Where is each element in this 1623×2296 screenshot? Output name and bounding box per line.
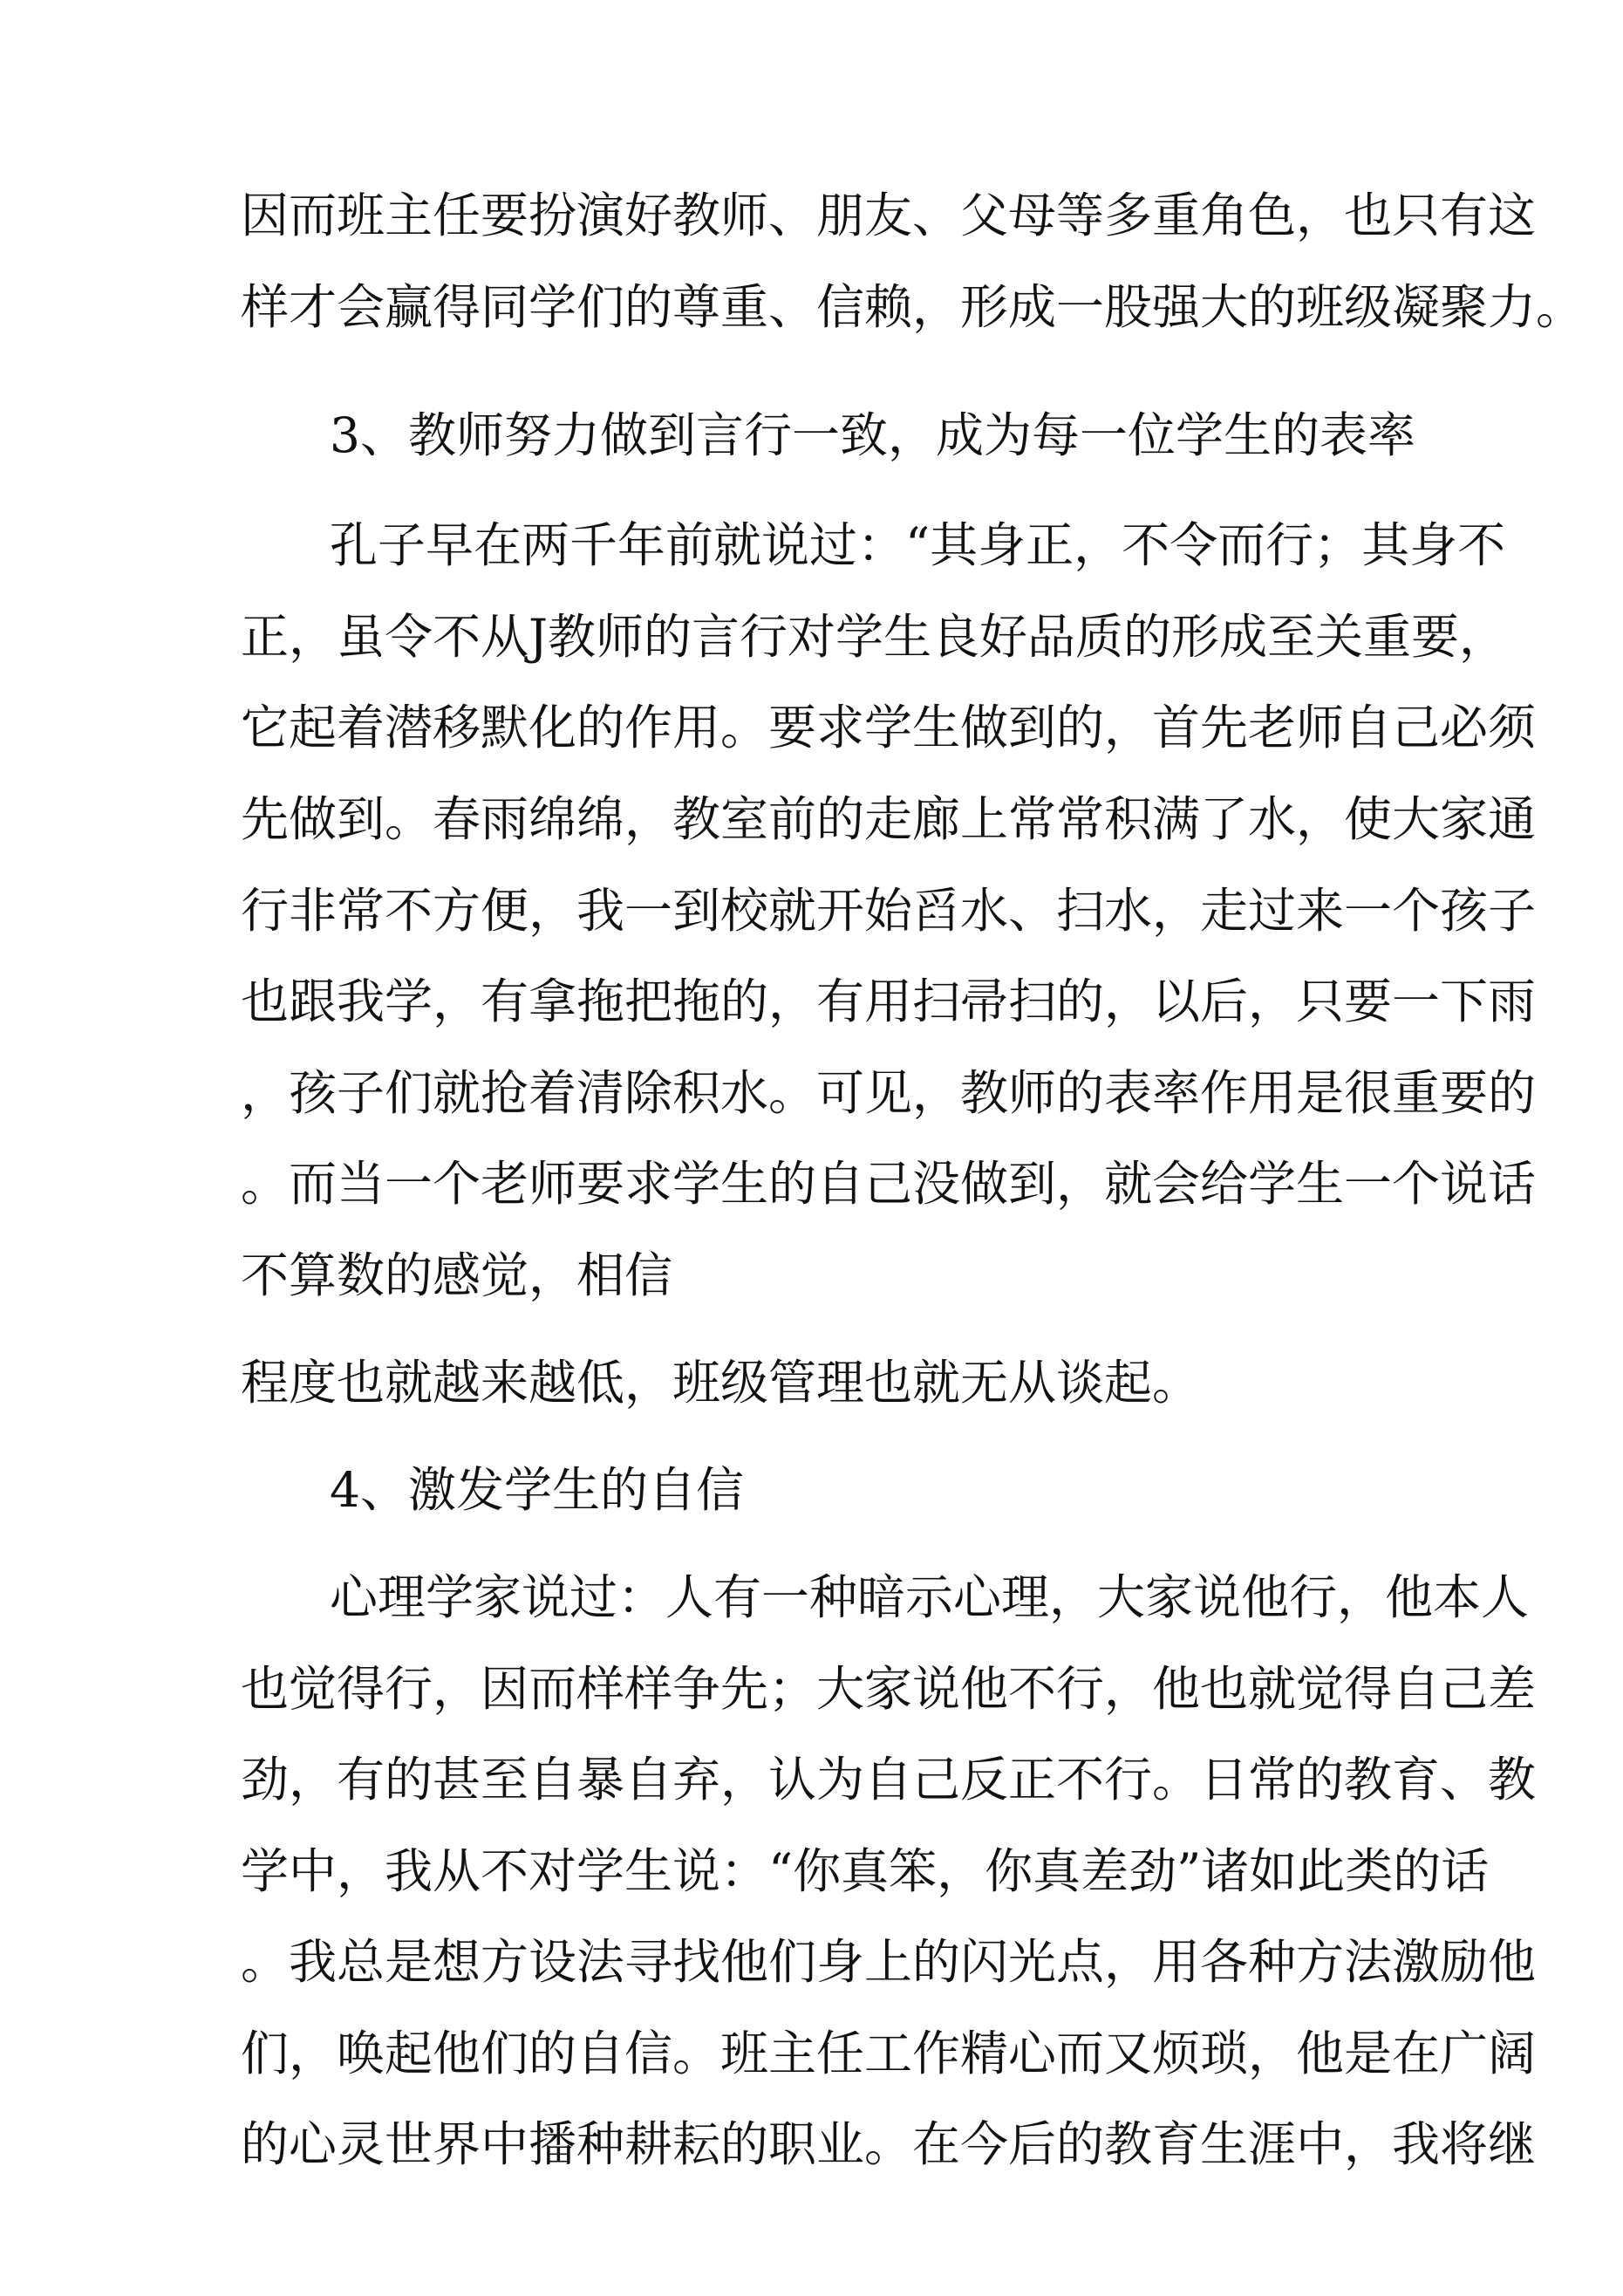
text-line: 们，唤起他们的自信。班主任工作精心而又烦琐，他是在广阔: [241, 2026, 1537, 2081]
text-line: 也觉得行，因而样样争先；大家说他不行，他也就觉得自己差: [241, 1661, 1537, 1717]
text-line: 先做到。春雨绵绵，教室前的走廊上常常积满了水，使大家通: [241, 791, 1537, 847]
text-line: 。而当一个老师要求学生的自己没做到，就会给学生一个说话: [241, 1156, 1537, 1212]
text-line: 行非常不方便，我一到校就开始舀水、扫水，走过来一个孩子: [241, 883, 1537, 939]
text-line: 样才会赢得同学们的尊重、信赖，形成一股强大的班级凝聚力。: [241, 279, 1585, 335]
section-heading: 4、激发学生的自信: [330, 1462, 744, 1518]
text-line: 不算数的感觉，相信: [241, 1247, 673, 1303]
text-line: 的心灵世界中播种耕耘的职业。在今后的教育生涯中，我将继: [241, 2116, 1537, 2172]
text-line: 。我总是想方设法寻找他们身上的闪光点，用各种方法激励他: [241, 1934, 1537, 1990]
text-line: 因而班主任要扮演好教师、朋友、父母等多重角色，也只有这: [241, 188, 1537, 243]
text-line: 它起着潜移默化的作用。要求学生做到的，首先老师自己必须: [241, 700, 1537, 755]
text-line: 学中，我从不对学生说：“你真笨，你真差劲”诸如此类的话: [241, 1843, 1490, 1899]
text-line: ，孩子们就抢着清除积水。可见，教师的表率作用是很重要的: [241, 1065, 1537, 1121]
section-heading: 3、教师努力做到言行一致，成为每一位学生的表率: [330, 407, 1415, 463]
text-line: 心理学家说过：人有一种暗示心理，大家说他行，他本人: [330, 1569, 1530, 1625]
text-line: 程度也就越来越低，班级管理也就无从谈起。: [241, 1355, 1201, 1411]
text-line: 正，虽令不从J教师的言行对学生良好品质的形成至关重要，: [241, 609, 1508, 665]
text-line: 孔子早在两千年前就说过：“其身正，不令而行；其身不: [330, 517, 1506, 573]
text-line: 劲，有的甚至自暴自弃，认为自己反正不行。日常的教育、教: [241, 1752, 1537, 1807]
text-line: 也跟我学，有拿拖把拖的，有用扫帚扫的，以后，只要一下雨: [241, 974, 1537, 1029]
